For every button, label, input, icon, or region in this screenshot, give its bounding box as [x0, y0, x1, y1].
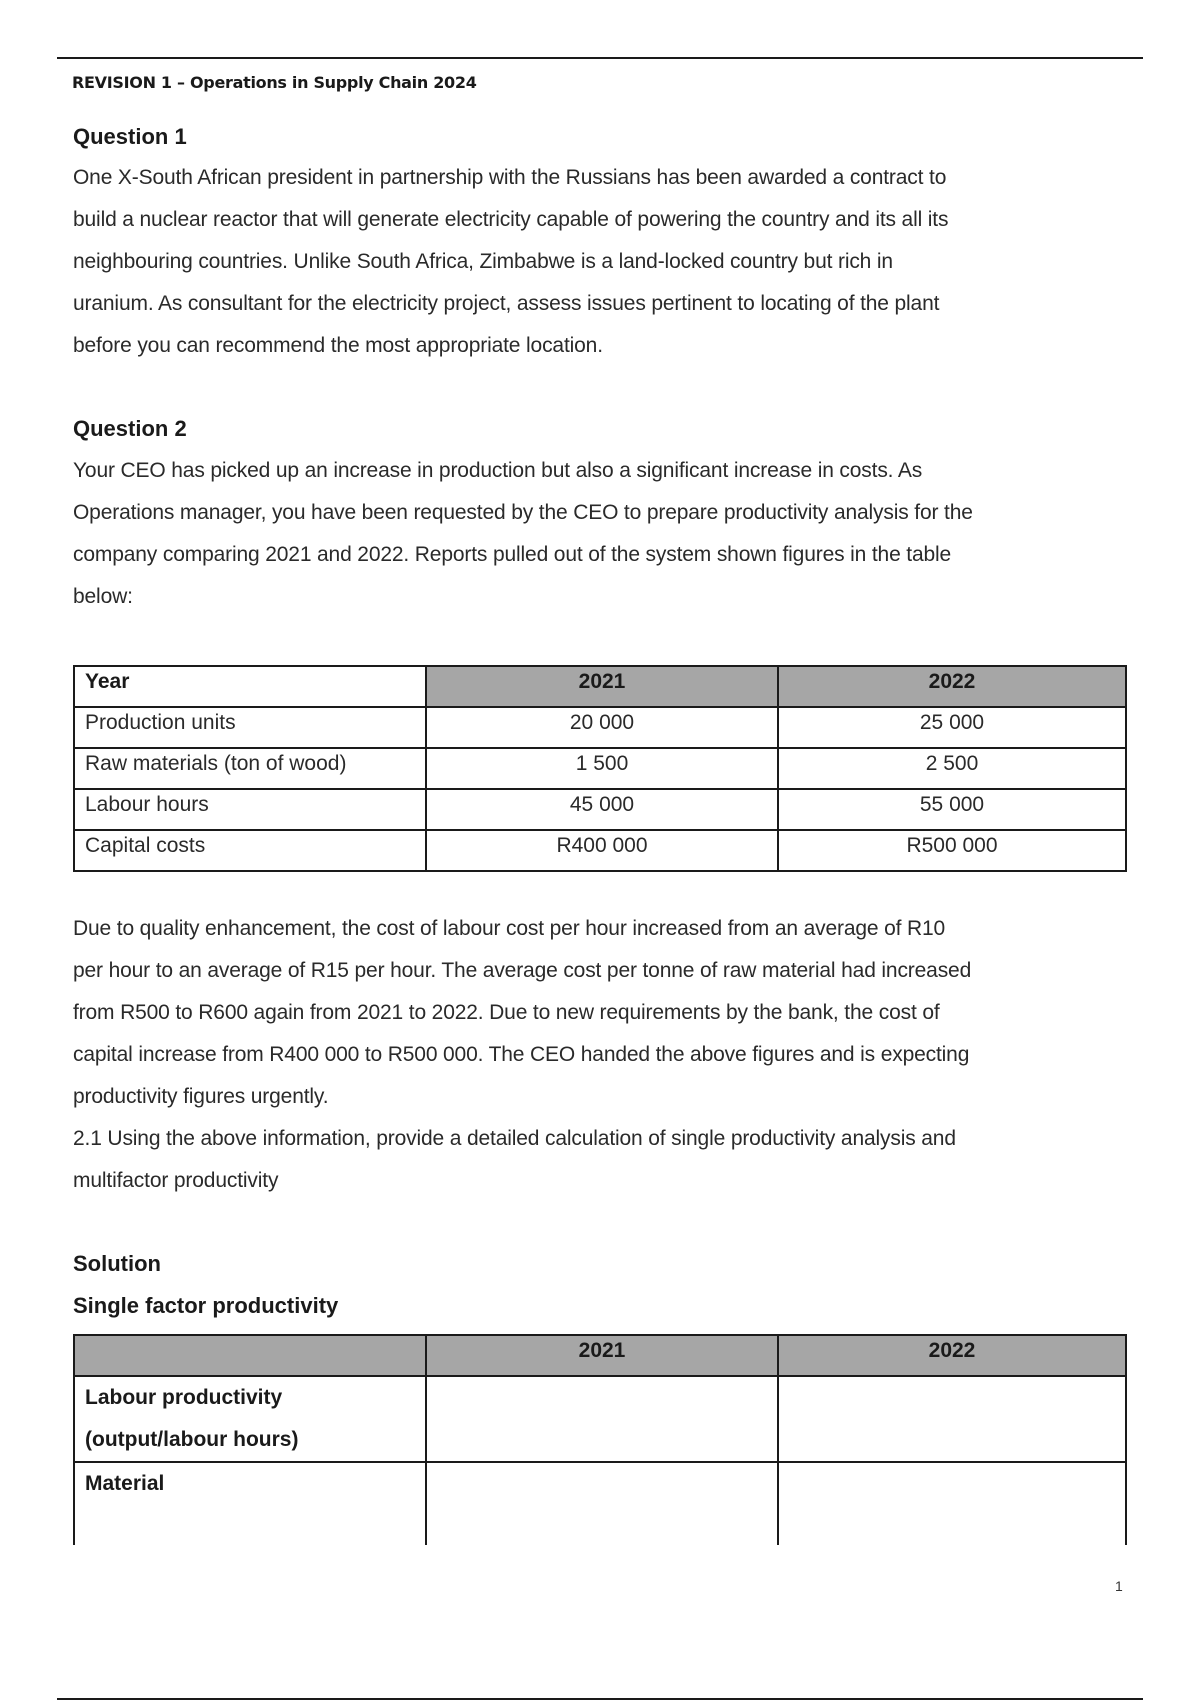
single-factor-productivity-table [73, 1334, 1127, 1545]
q1-line: neighbouring countries. Unlike South Africa, Zimbabwe is a land-locked country but rich in [73, 250, 893, 273]
followup-line: per hour to an average of R15 per hour. The average cost per tonne of raw material had increased [73, 959, 972, 982]
answer-cell-2022[interactable] [778, 1462, 1126, 1545]
followup-line: Due to quality enhancement, the cost of labour cost per hour increased from an average of R10 [73, 917, 946, 940]
followup-line: productivity figures urgently. [73, 1085, 329, 1108]
question-2-followup-text [73, 908, 1153, 1202]
value-2021: 45 000 [426, 789, 778, 830]
answer-cell-2022[interactable] [778, 1376, 1126, 1462]
value-2021: 1 500 [426, 748, 778, 789]
value-2021: R400 000 [426, 830, 778, 871]
value-2022: 2 500 [778, 748, 1126, 789]
table-row [74, 830, 1126, 871]
q2-line: below: [73, 585, 133, 608]
row-label: Capital costs [74, 830, 426, 871]
q1-line: before you can recommend the most appropriate location. [73, 334, 603, 357]
question-2-text [73, 450, 1153, 618]
table-header-row [74, 666, 1126, 707]
question-1-text [73, 157, 1153, 367]
header-year: Year [74, 666, 426, 707]
header-2022: 2022 [778, 666, 1126, 707]
q1-line: uranium. As consultant for the electricity project, assess issues pertinent to locating of the plant [73, 292, 940, 315]
value-2022: 55 000 [778, 789, 1126, 830]
row-label-labour [74, 1376, 426, 1462]
label-line: (output/labour hours) [85, 1428, 299, 1451]
question-2-heading: Question 2 [73, 416, 187, 441]
value-2021: 20 000 [426, 707, 778, 748]
label-line: Material [85, 1472, 165, 1495]
q2-line: Operations manager, you have been requested by the CEO to prepare productivity analysis for the [73, 501, 973, 524]
table-row [74, 707, 1126, 748]
q2-line: company comparing 2021 and 2022. Reports pulled out of the system shown figures in the table [73, 543, 952, 566]
followup-line: multifactor productivity [73, 1169, 279, 1192]
row-label: Production units [74, 707, 426, 748]
row-label: Raw materials (ton of wood) [74, 748, 426, 789]
table-row [74, 748, 1126, 789]
header-empty [74, 1335, 426, 1376]
table-row [74, 1376, 1126, 1462]
label-line: Labour productivity [85, 1386, 283, 1409]
followup-line: capital increase from R400 000 to R500 000. The CEO handed the above figures and is expecting [73, 1043, 970, 1066]
answer-cell-2021[interactable] [426, 1376, 778, 1462]
answer-cell-2021[interactable] [426, 1462, 778, 1545]
document-title: REVISION 1 – Operations in Supply Chain 2024 [72, 73, 477, 92]
table-row [74, 789, 1126, 830]
single-factor-heading: Single factor productivity [73, 1293, 339, 1318]
followup-line: 2.1 Using the above information, provide a detailed calculation of single productivity analysis and [73, 1127, 956, 1150]
row-label: Labour hours [74, 789, 426, 830]
row-label-material [74, 1462, 426, 1545]
value-2022: 25 000 [778, 707, 1126, 748]
page-number: 1 [1115, 1578, 1123, 1594]
q1-line: build a nuclear reactor that will generate electricity capable of powering the country and its all its [73, 208, 949, 231]
header-2021: 2021 [426, 666, 778, 707]
q1-line: One X-South African president in partnership with the Russians has been awarded a contract to [73, 166, 947, 189]
value-2022: R500 000 [778, 830, 1126, 871]
table-row [74, 1462, 1126, 1545]
top-rule [57, 57, 1143, 59]
question-1-heading: Question 1 [73, 124, 187, 149]
header-2021: 2021 [426, 1335, 778, 1376]
header-2022: 2022 [778, 1335, 1126, 1376]
table-header-row [74, 1335, 1126, 1376]
solution-heading: Solution [73, 1251, 161, 1276]
production-data-table [73, 665, 1127, 872]
q2-line: Your CEO has picked up an increase in production but also a significant increase in costs. As [73, 459, 923, 482]
followup-line: from R500 to R600 again from 2021 to 2022. Due to new requirements by the bank, the cost of [73, 1001, 940, 1024]
